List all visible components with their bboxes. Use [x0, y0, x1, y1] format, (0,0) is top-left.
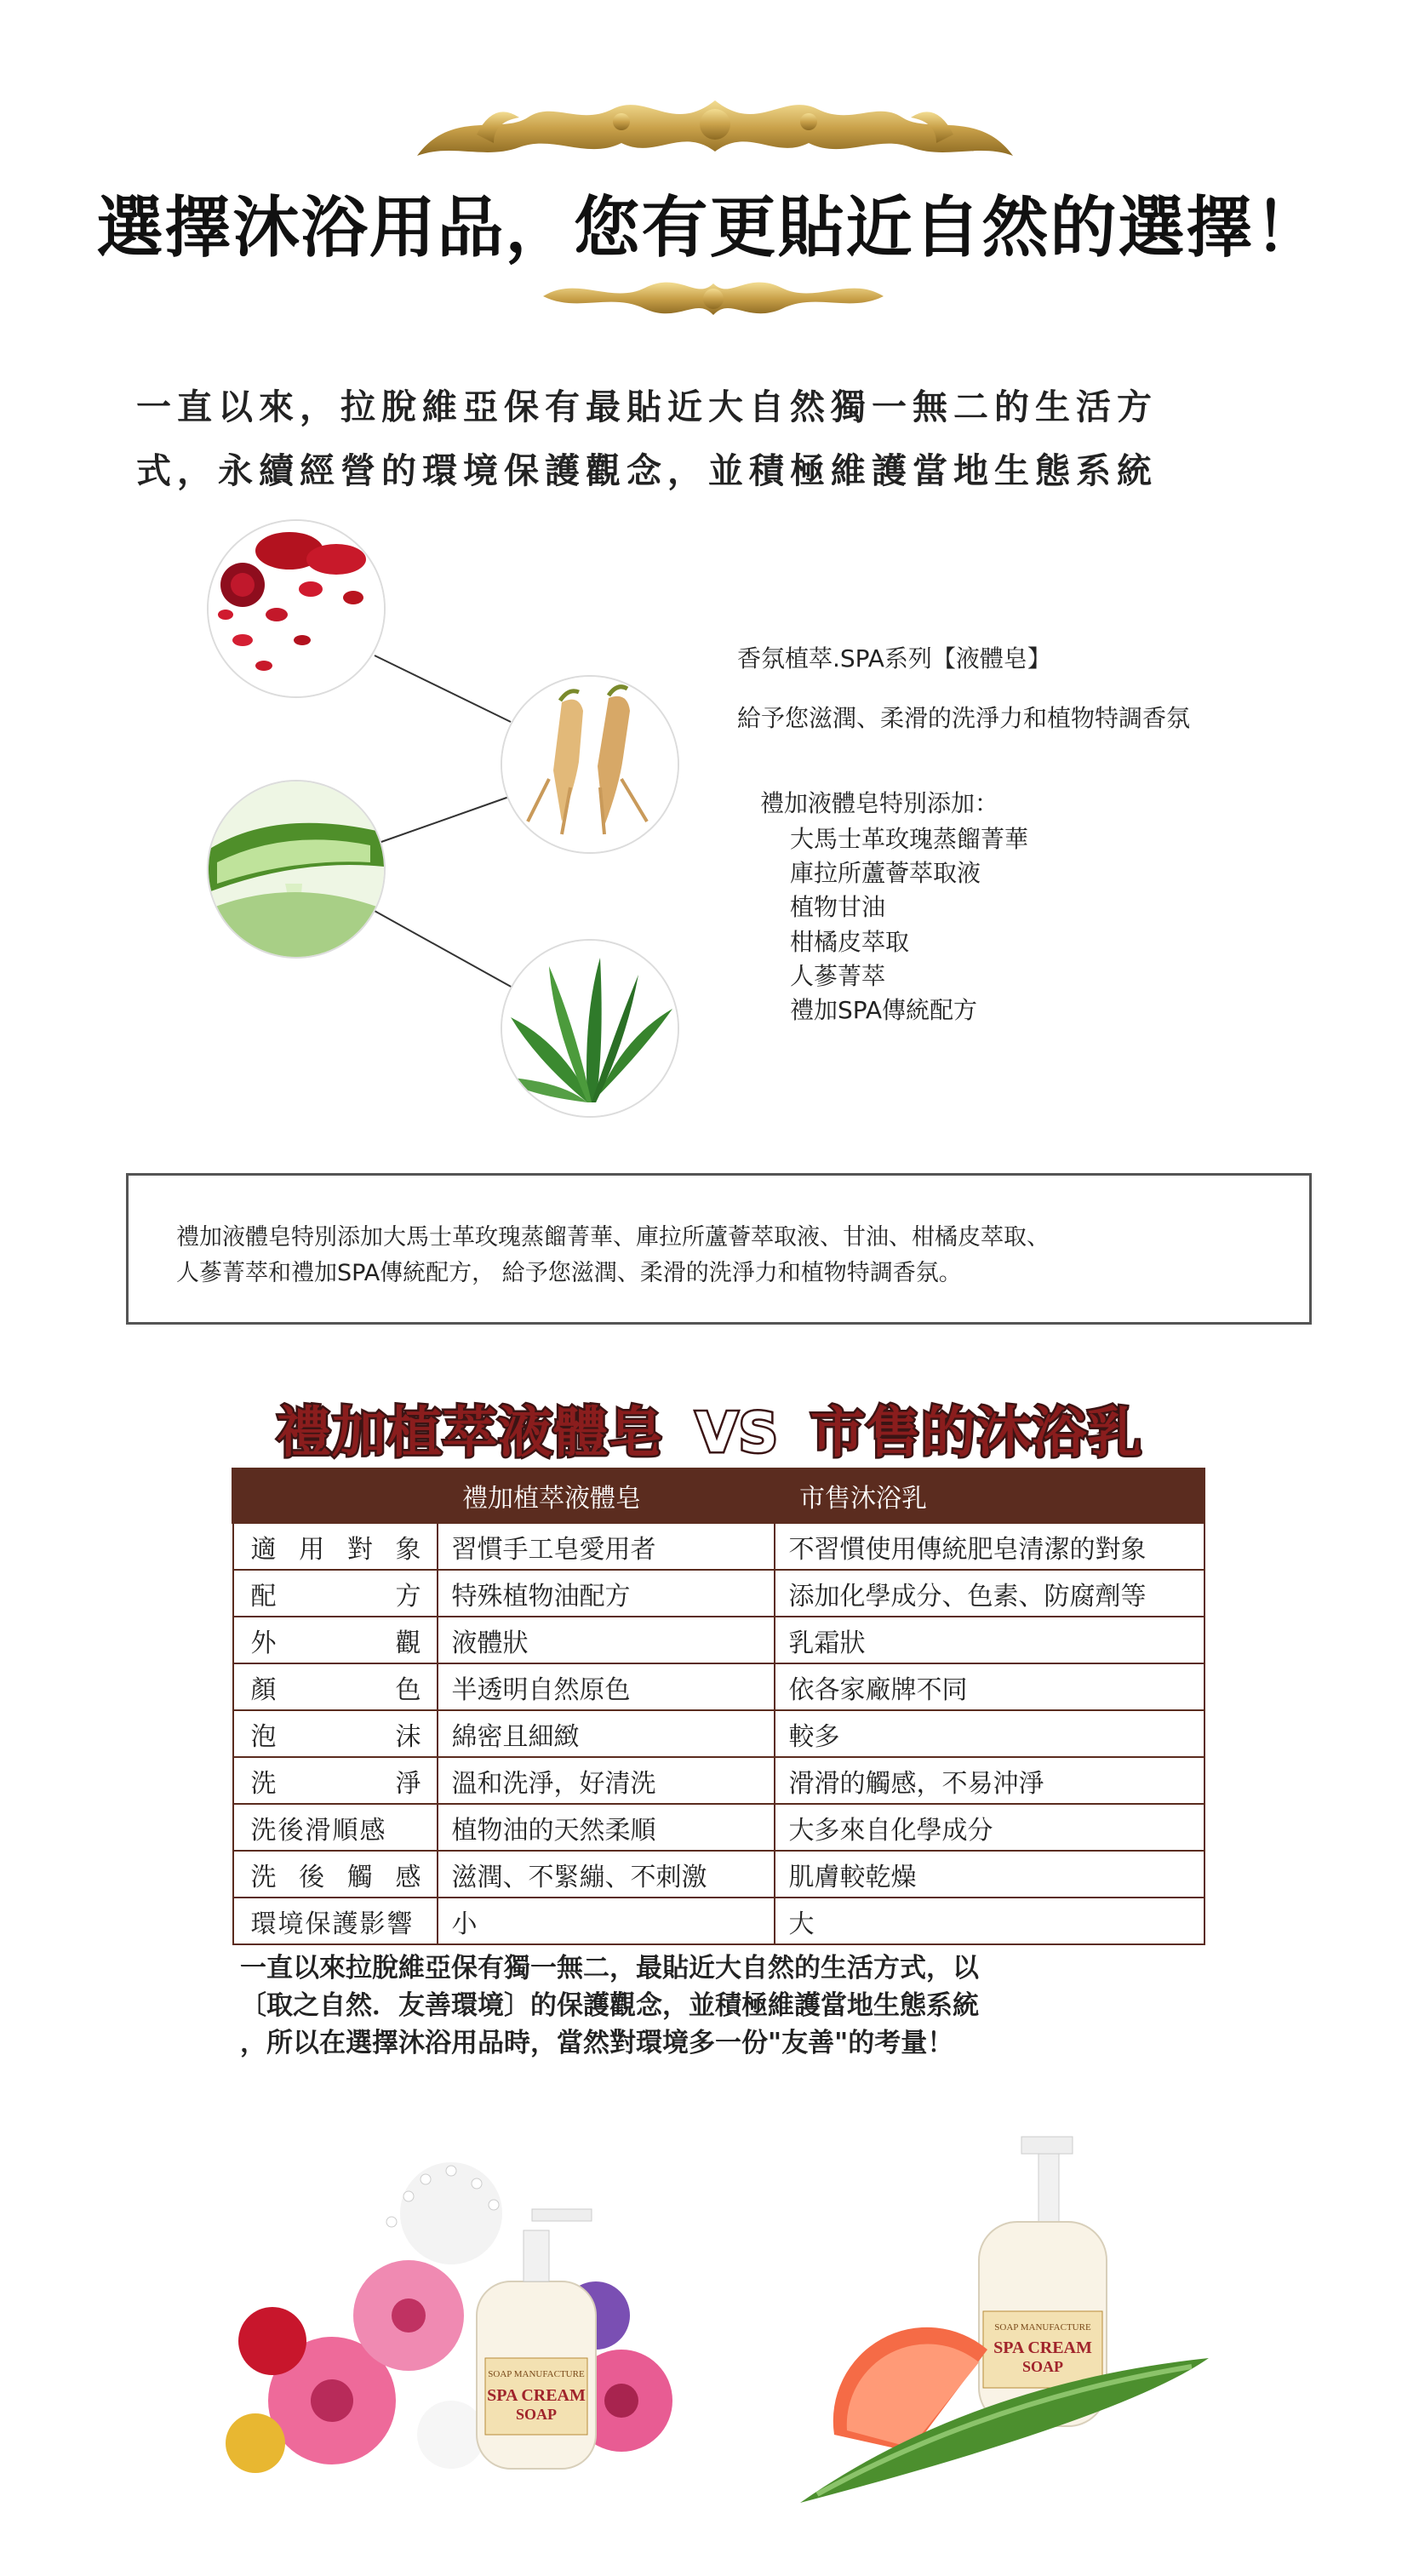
row-attribute-label: 洗 淨 [250, 1768, 421, 1799]
market-cell: 乳霜狀 [775, 1617, 1204, 1663]
row-attribute [233, 1757, 438, 1804]
row-attribute [233, 1523, 438, 1571]
ours-cell: 溫和洗淨，好清洗 [438, 1757, 775, 1804]
row-attribute-label: 配 方 [250, 1581, 421, 1611]
product-citrus-photo [766, 2128, 1243, 2520]
ours-cell: 小 [438, 1898, 775, 1944]
connector-lines [0, 0, 1419, 1107]
row-attribute-label: 泡 沫 [250, 1721, 421, 1752]
market-cell: 較多 [775, 1710, 1204, 1757]
comparison-table [232, 1468, 1205, 1945]
label-line3: SOAP [515, 2406, 558, 2423]
table-row [233, 1851, 1204, 1898]
market-cell: 不習慣使用傳統肥皂清潔的對象 [775, 1523, 1204, 1571]
ingredient-item: 庫拉所蘆薈萃取液 [790, 859, 981, 887]
ingredients-intro: 禮加液體皂特別添加： [760, 789, 999, 817]
product-flowers-photo [196, 2145, 707, 2511]
market-cell: 大 [775, 1898, 1204, 1944]
table-row [233, 1757, 1204, 1804]
market-cell: 添加化學成分、色素、防腐劑等 [775, 1570, 1204, 1617]
table-row [233, 1898, 1204, 1944]
row-attribute [233, 1898, 438, 1944]
table-header: 禮加植萃液體皂 [438, 1469, 775, 1523]
table-row [233, 1710, 1204, 1757]
intro-line: 一直以來，拉脫維亞保有最貼近大自然獨一無二的生活方 [136, 386, 1158, 427]
comparison-title-vs: VS [695, 1402, 779, 1465]
ingredient-item: 人蔘菁萃 [790, 962, 886, 990]
table-row [233, 1523, 1204, 1571]
ours-cell: 植物油的天然柔順 [438, 1804, 775, 1851]
closing-line: 〔取之自然．友善環境〕的保護觀念，並積極維護當地生態系統 [240, 1990, 979, 2021]
product-description: 給予您滋潤、柔滑的洗淨力和植物特調香氛 [737, 704, 1191, 732]
ingredient-item: 大馬士革玫瑰蒸餾菁華 [790, 825, 1029, 853]
market-cell: 大多來自化學成分 [775, 1804, 1204, 1851]
ours-cell: 半透明自然原色 [438, 1663, 775, 1710]
label-line1: SOAP MANUFACTURE [994, 2322, 1091, 2333]
comparison-title-left: 禮加植萃液體皂 [276, 1402, 664, 1465]
label-line1: SOAP MANUFACTURE [488, 2369, 585, 2379]
ours-cell: 綿密且細緻 [438, 1710, 775, 1757]
ours-cell: 特殊植物油配方 [438, 1570, 775, 1617]
table-row [233, 1663, 1204, 1710]
aloe-plant-image [502, 941, 678, 1116]
market-cell: 滑滑的觸感，不易沖淨 [775, 1757, 1204, 1804]
row-attribute-label: 洗後滑順感 [250, 1815, 387, 1846]
summary-line: 禮加液體皂特別添加大馬士革玫瑰蒸餾菁華、庫拉所蘆薈萃取液、甘油、柑橘皮萃取、 [176, 1224, 1050, 1251]
ingredient-item: 禮加SPA傳統配方 [790, 996, 978, 1024]
closing-line: 一直以來拉脫維亞保有獨一無二，最貼近大自然的生活方式，以 [240, 1953, 979, 1984]
summary-box [126, 1173, 1312, 1325]
table-header [233, 1469, 438, 1523]
ours-cell: 滋潤、不緊繃、不刺激 [438, 1851, 775, 1898]
ours-cell: 習慣手工皂愛用者 [438, 1523, 775, 1571]
product-title: 香氛植萃.SPA系列【液體皂】 [737, 644, 1051, 673]
row-attribute-label: 顏 色 [250, 1674, 421, 1705]
row-attribute [233, 1617, 438, 1663]
table-header-row [233, 1469, 1204, 1523]
label-line3: SOAP [1021, 2358, 1064, 2375]
summary-line: 人蔘菁萃和禮加SPA傳統配方， 給予您滋潤、柔滑的洗淨力和植物特調香氛。 [176, 1260, 962, 1286]
row-attribute [233, 1663, 438, 1710]
rose-petals-image [209, 521, 384, 696]
row-attribute [233, 1710, 438, 1757]
market-cell: 肌膚較乾燥 [775, 1851, 1204, 1898]
ginseng-root-image [502, 677, 678, 852]
intro-line: 式，永續經營的環境保護觀念，並積極維護當地生態系統 [136, 450, 1158, 491]
table-row [233, 1617, 1204, 1663]
row-attribute-label: 適 用 對 象 [250, 1534, 421, 1565]
label-line2: SPA CREAM [487, 2386, 586, 2405]
closing-line: ，所以在選擇沐浴用品時，當然對環境多一份"友善"的考量！ [240, 2028, 954, 2058]
ingredient-item: 植物甘油 [790, 893, 886, 921]
row-attribute-label: 外 觀 [250, 1628, 421, 1658]
row-attribute [233, 1570, 438, 1617]
table-row [233, 1570, 1204, 1617]
label-line2: SPA CREAM [993, 2338, 1092, 2357]
comparison-title-right: 市售的沐浴乳 [810, 1402, 1143, 1465]
row-attribute [233, 1804, 438, 1851]
headline: 選擇沐浴用品，您有更貼近自然的選擇！ [96, 189, 1323, 266]
ingredient-item: 柑橘皮萃取 [790, 928, 910, 956]
row-attribute-label: 洗 後 觸 感 [250, 1862, 421, 1892]
comparison-title [0, 1389, 1419, 1468]
ours-cell: 液體狀 [438, 1617, 775, 1663]
aloe-gel-image [209, 781, 384, 957]
row-attribute-label: 環境保護影響 [250, 1909, 415, 1939]
market-cell: 依各家廠牌不同 [775, 1663, 1204, 1710]
table-row [233, 1804, 1204, 1851]
row-attribute [233, 1851, 438, 1898]
table-header: 市售沐浴乳 [775, 1469, 1204, 1523]
